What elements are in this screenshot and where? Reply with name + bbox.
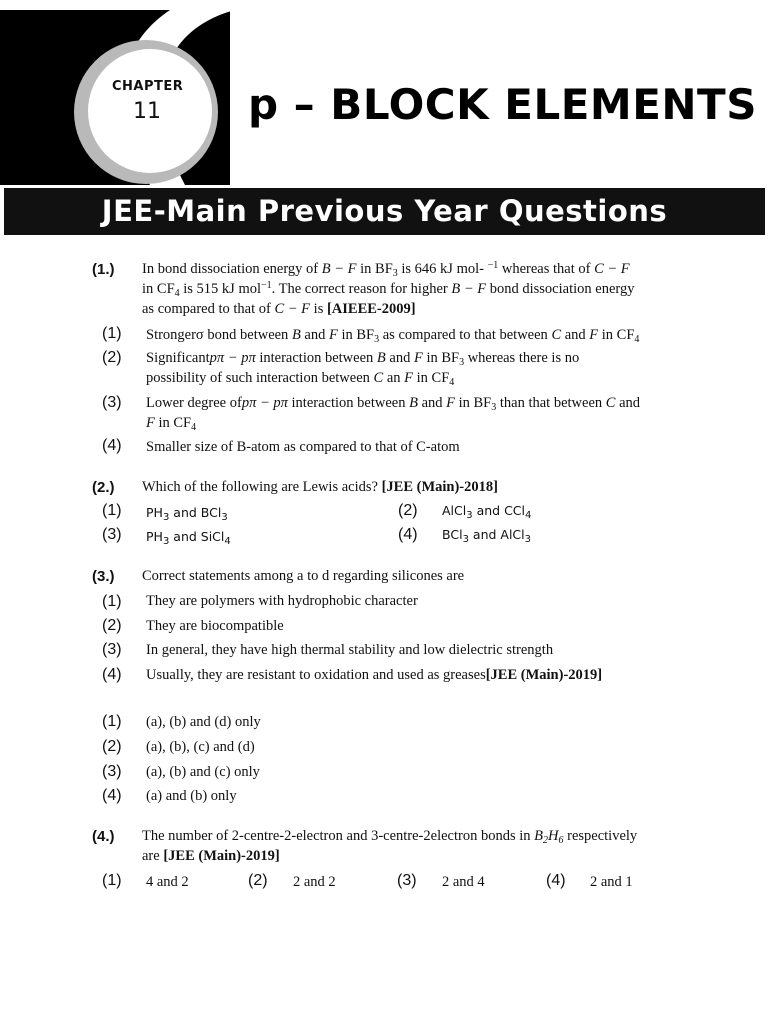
q1-option-1-text: Strongerσ bond between B and F in $BF_3$ as compared to that between C and F in $CF_4$ xyxy=(146,327,640,345)
question-1-text: In bond dissociation energy of B − F in $BF_3$ is 646 kJ mol- $^{-1}$ whereas that of C − F in $CF_4$ is 515 kJ mol$^{-1}$. The correct reason for higher B − F bond dissociation energy as compared to that of C − F is [AIEEE-2009] xyxy=(142,260,635,317)
q1-option-2-number: (2) xyxy=(102,349,122,366)
q3-option-2-text: (a), (b), (c) and (d) xyxy=(146,739,255,755)
banner-title: JEE-Main Previous Year Questions xyxy=(101,194,668,228)
question-3-number: (3.) xyxy=(92,568,115,585)
q3-statement-4-text: Usually, they are resistant to oxidation and used as greases[JEE (Main)-2019] xyxy=(146,667,603,683)
exam-tag: [JEE (Main)-2018] xyxy=(381,479,498,495)
exam-tag: [JEE (Main)-2019] xyxy=(485,667,603,683)
q2-option-3-number: (3) xyxy=(102,526,122,543)
q3-option-2-number: (2) xyxy=(102,738,122,755)
q3-statement-4-number: (4) xyxy=(102,666,122,683)
q3-option-3-number: (3) xyxy=(102,763,122,780)
q2-option-3-text: $PH_3$ and SiCl$_4$ xyxy=(146,529,231,547)
question-4-number: (4.) xyxy=(92,828,115,845)
question-2-number: (2.) xyxy=(92,479,115,496)
question-4-text: The number of 2-centre-2-electron and 3-centre-2electron bonds in $B_2H_6$ respectively are [JEE (Main)-2019] xyxy=(142,828,638,864)
question-2-text: Which of the following are Lewis acids? [JEE (Main)-2018] xyxy=(142,479,498,495)
exam-tag: [JEE (Main)-2019] xyxy=(163,848,280,864)
q2-option-2-text: AlCl$_3$ and CCl$_4$ xyxy=(442,503,532,521)
q1-option-3-text: Lower degree ofpπ − pπ interaction between B and F in $BF_3$ than that between C and F in $CF_4$ xyxy=(146,395,640,433)
exam-tag: [AIEEE-2009] xyxy=(326,301,416,317)
q3-statement-2-number: (2) xyxy=(102,617,122,634)
q4-option-2-number: (2) xyxy=(248,872,268,889)
q1-option-2-text: Significantpπ − pπ interaction between B and F in $BF_3$ whereas there is no possibility of such interaction between C an F in $CF_4$ xyxy=(146,350,580,388)
q4-option-4-number: (4) xyxy=(546,872,566,889)
q3-option-4-number: (4) xyxy=(102,787,122,804)
q3-option-1-number: (1) xyxy=(102,713,122,730)
q1-option-4-text: Smaller size of B-atom as compared to that of C-atom xyxy=(146,439,460,455)
question-3-text: Correct statements among a to d regarding silicones are xyxy=(142,568,465,584)
q3-statement-1-text: They are polymers with hydrophobic character xyxy=(146,593,418,609)
q1-option-4-number: (4) xyxy=(102,437,122,454)
q1-option-3-number: (3) xyxy=(102,394,122,411)
section-banner xyxy=(4,188,765,235)
q2-option-4-text: BCl$_3$ and AlCl$_3$ xyxy=(442,527,532,545)
q1-option-1-number: (1) xyxy=(102,325,122,342)
q2-option-2-number: (2) xyxy=(398,502,418,519)
q3-option-1-text: (a), (b) and (d) only xyxy=(146,714,261,730)
q4-option-4-text: 2 and 1 xyxy=(590,874,633,890)
q3-option-3-text: (a), (b) and (c) only xyxy=(146,764,260,780)
q4-option-1-number: (1) xyxy=(102,872,122,889)
chapter-label: CHAPTER xyxy=(112,79,184,94)
q3-option-4-text: (a) and (b) only xyxy=(146,788,237,804)
q3-statement-2-text: They are biocompatible xyxy=(146,618,284,634)
q3-statement-3-number: (3) xyxy=(102,641,122,658)
q4-option-1-text: 4 and 2 xyxy=(146,874,189,890)
question-1-number: (1.) xyxy=(92,261,115,278)
q4-option-2-text: 2 and 2 xyxy=(293,874,336,890)
q2-option-1-number: (1) xyxy=(102,502,122,519)
q4-option-3-number: (3) xyxy=(397,872,417,889)
q3-statement-1-number: (1) xyxy=(102,593,122,610)
chapter-number: 11 xyxy=(133,99,161,124)
page-title: p – BLOCK ELEMENTS xyxy=(248,80,757,129)
q3-statement-3-text: In general, they have high thermal stability and low dielectric strength xyxy=(146,642,554,658)
q4-option-3-text: 2 and 4 xyxy=(442,874,485,890)
q2-option-4-number: (4) xyxy=(398,526,418,543)
q2-option-1-text: $PH_3$ and BCl$_3$ xyxy=(146,505,228,523)
